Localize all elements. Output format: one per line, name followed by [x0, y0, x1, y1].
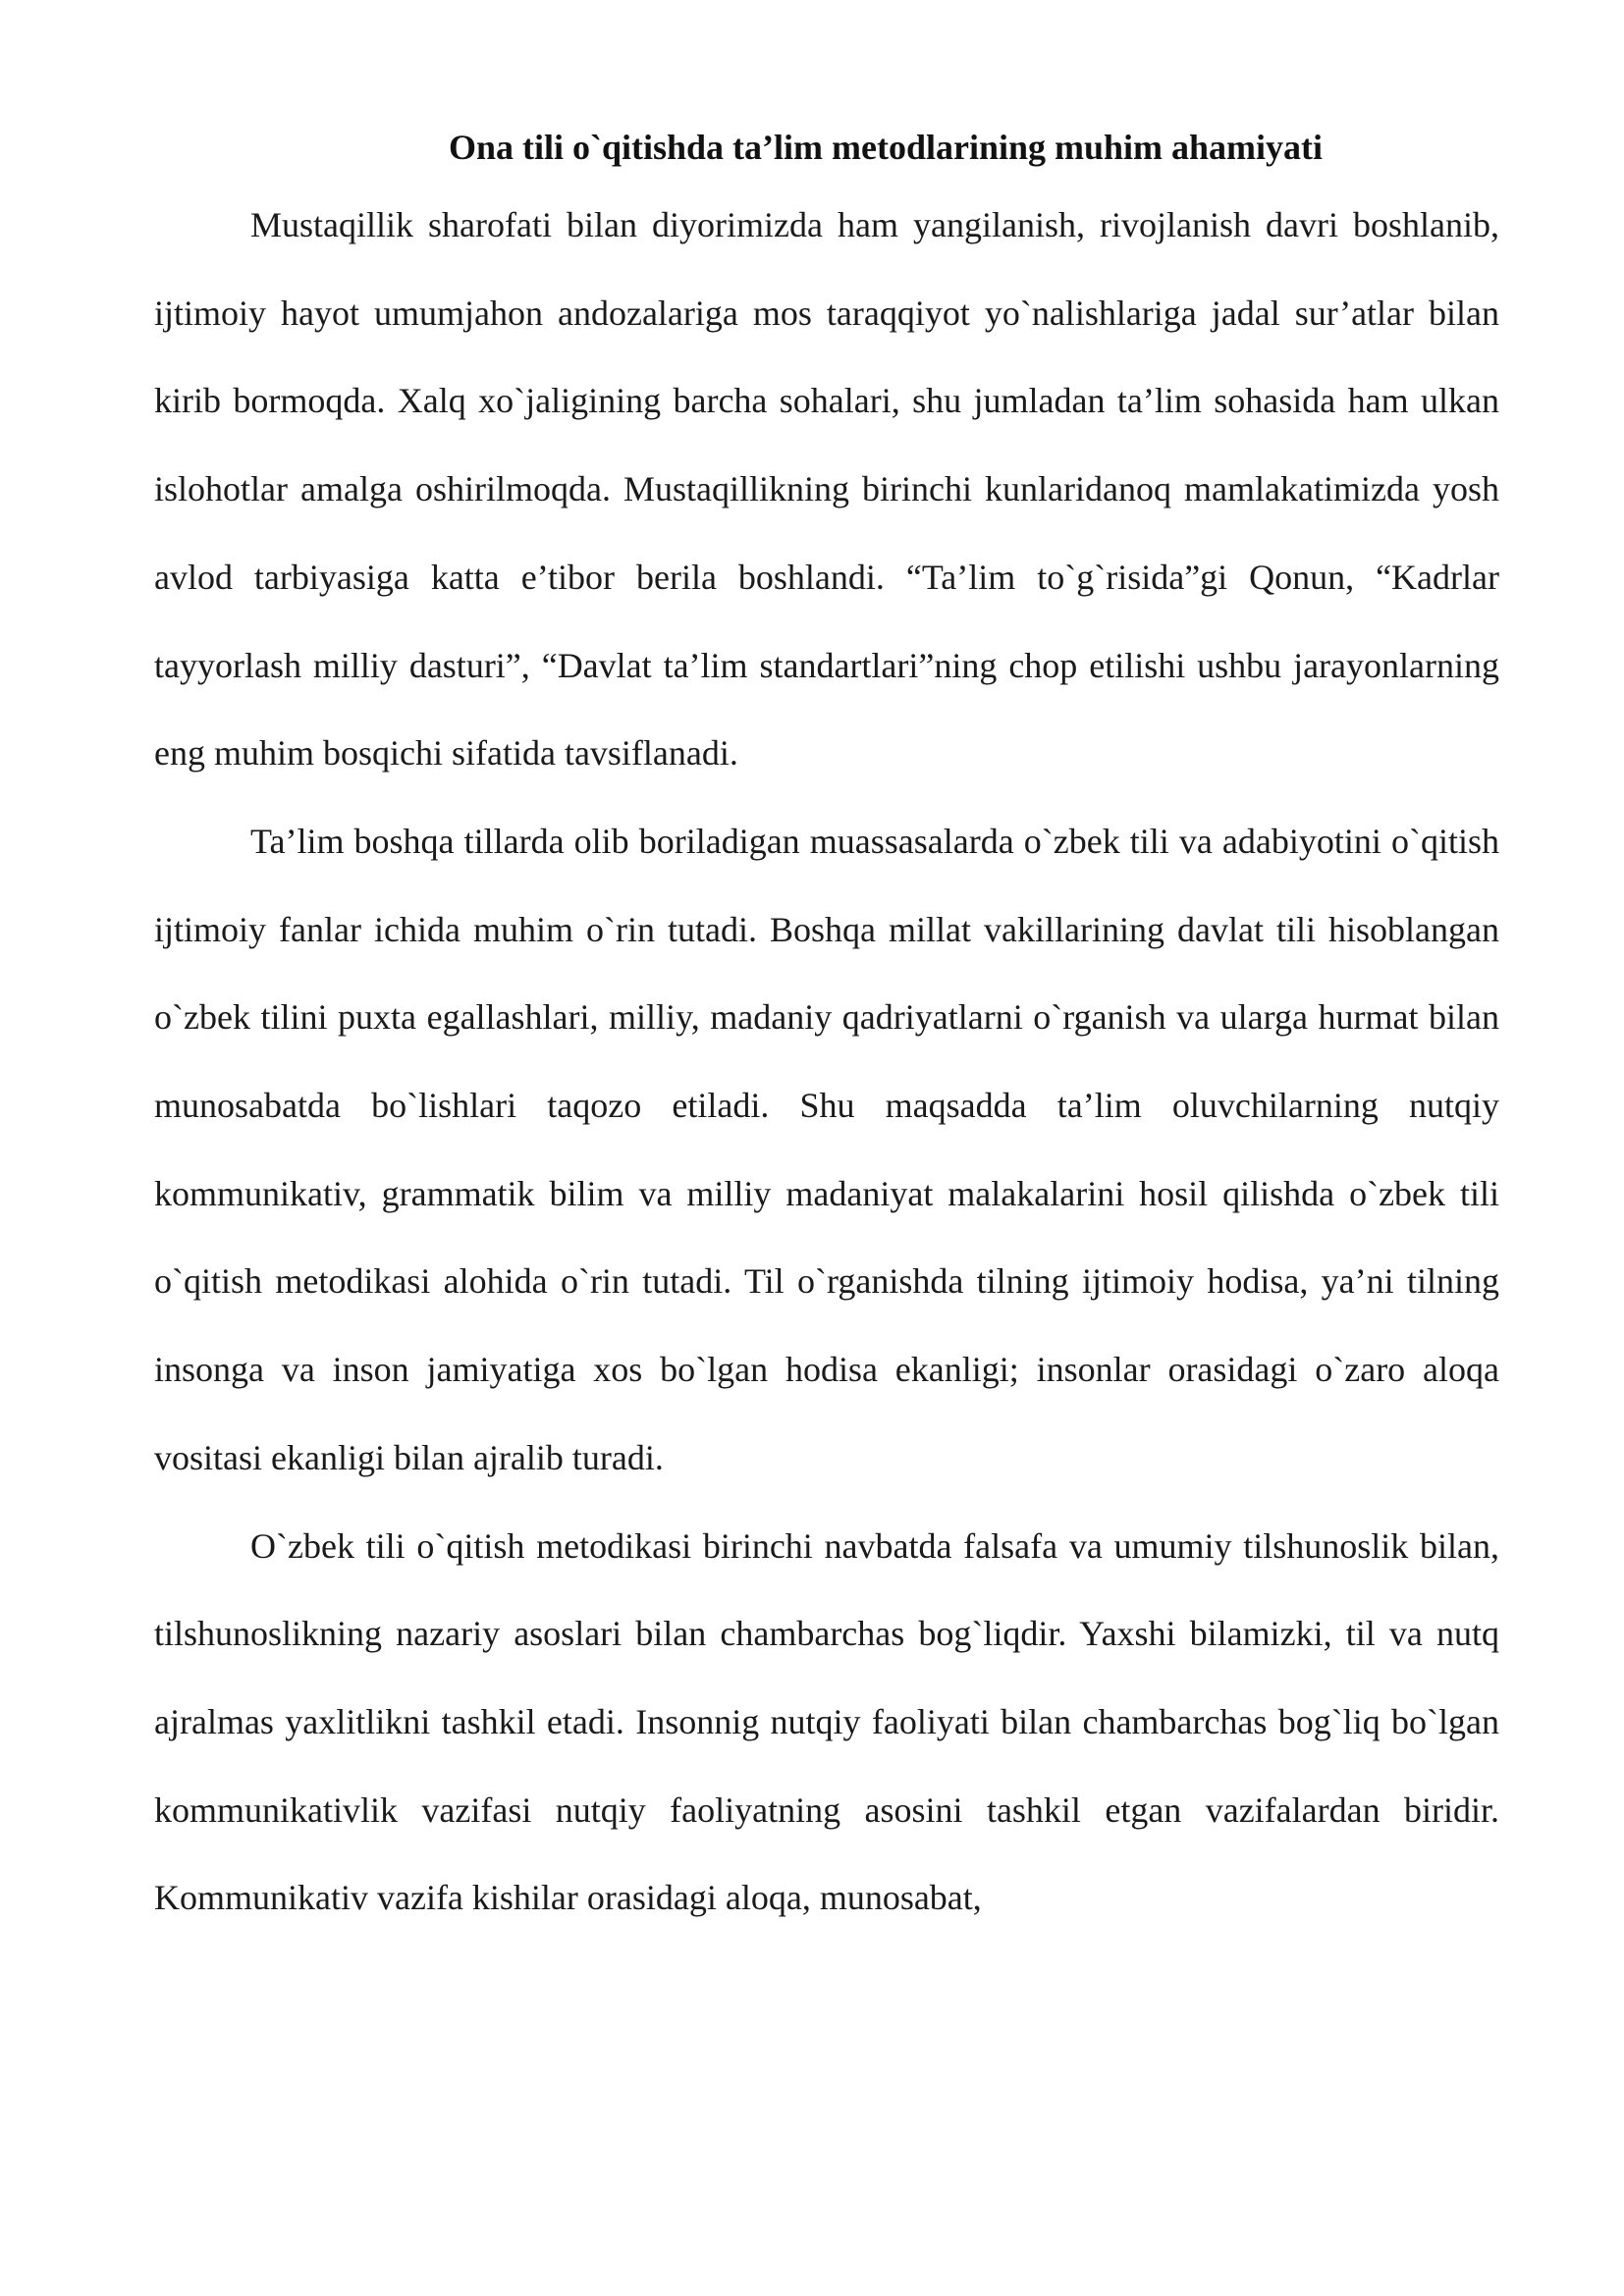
document-body: [154, 118, 1499, 1943]
paragraph-3: O`zbek tili o`qitish metodikasi birinchi navbatda falsafa va umumiy tilshunoslik bilan, tilshunoslikning nazariy asoslari bilan chambarchas bog`liqdir. Yaxshi bilamizki, til va nutq ajralmas yaxlitlikni tashkil etadi. Insonnig nutqiy faoliyati bilan chambarchas bog`liq bo`lgan kommunikativlik vazifasi nutqiy faoliyatning asosini tashkil etgan vazifalardan biridir. Kommunikativ vazifa kishilar orasidagi aloqa, munosabat,: [154, 1525, 1499, 1918]
paragraph-1: Mustaqillik sharofati bilan diyorimizda ham yangilanish, rivojlanish davri boshlanib, ijtimoiy hayot umumjahon andozalariga mos taraqqiyot yo`nalishlariga jadal sur’atlar bilan kirib bormoqda. Xalq xo`jaligining barcha sohalari, shu jumladan ta’lim sohasida ham ulkan islohotlar amalga oshirilmoqda. Mustaqillikning birinchi kunlaridanoq mamlakatimizda yosh avlod tarbiyasiga katta e’tibor berila boshlandi. “Ta’lim to`g`risida”gi Qonun, “Kadrlar tayyorlash milliy dasturi”, “Davlat ta’lim standartlari”ning chop etilishi ushbu jarayonlarning eng muhim bosqichi sifatida tavsiflanadi.: [154, 205, 1499, 774]
document-title: Ona tili o`qitishda ta’lim metodlarining muhim ahamiyati: [448, 128, 1324, 167]
paragraph-2: Ta’lim boshqa tillarda olib boriladigan muassasalarda o`zbek tili va adabiyotini o`qitish ijtimoiy fanlar ichida muhim o`rin tutadi. Boshqa millat vakillarining davlat tili hisoblangan o`zbek tilini puxta egallashlari, milliy, madaniy qadriyatlarni o`rganish va ularga hurmat bilan munosabatda bo`lishlari taqozo etiladi. Shu maqsadda ta’lim oluvchilarning nutqiy kommunikativ, grammatik bilim va milliy madaniyat malakalarini hosil qilishda o`zbek tili o`qitish metodikasi alohida o`rin tutadi. Til o`rganishda tilning ijtimoiy hodisa, ya’ni tilning insonga va inson jamiyatiga xos bo`lgan hodisa ekanligi; insonlar orasidagi o`zaro aloqa vositasi ekanligi bilan ajralib turadi.: [154, 821, 1499, 1477]
